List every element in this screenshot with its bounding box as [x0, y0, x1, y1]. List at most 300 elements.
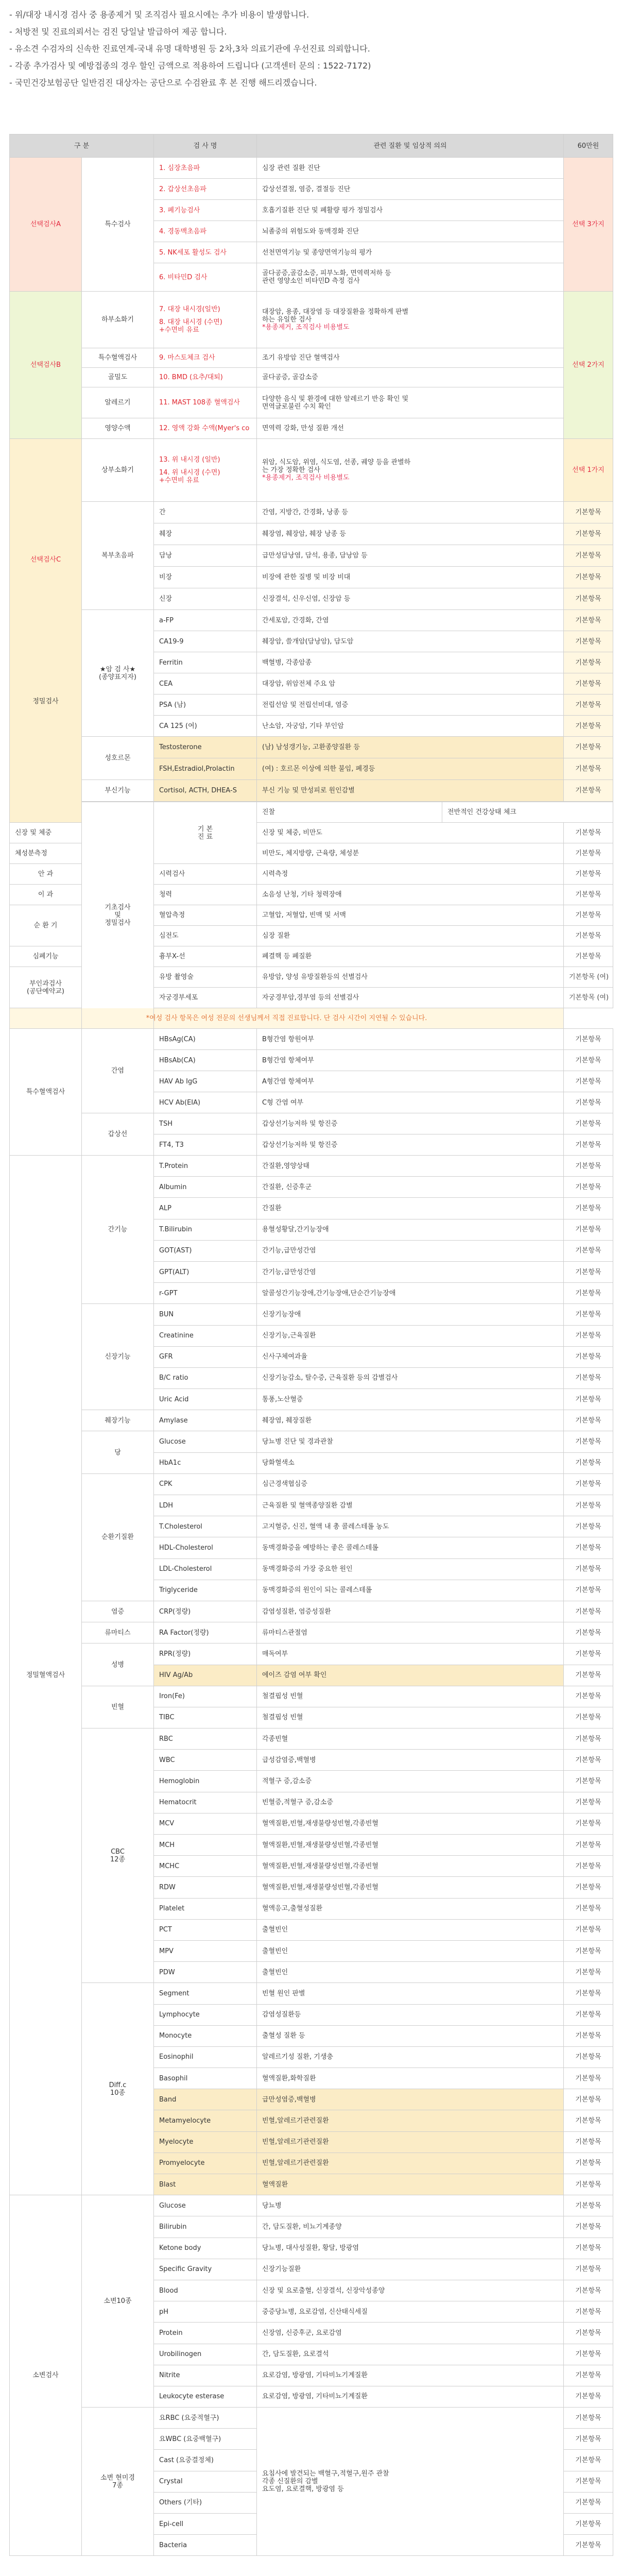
basic-label: 기본항목: [564, 1050, 613, 1071]
exam-name: WBC: [154, 1750, 257, 1771]
exam-desc: 비만도, 체지방량, 근육량, 체성분: [257, 843, 564, 864]
basic-label: 기본항목: [564, 843, 613, 864]
notice-item: - 국민건강보험공단 일반검진 대상자는 공단으로 수검완료 후 본 진행 해드리겠습니다.: [9, 78, 317, 88]
exam-desc: 조기 유방암 진단 혈액검사: [257, 348, 564, 368]
exam-name: CRP(정량): [154, 1601, 257, 1622]
table-row: [10, 1156, 613, 1177]
group-upper-gi: 상부소화기: [82, 439, 154, 502]
exam-desc: B형간염 항원여부: [257, 1029, 564, 1050]
exam-desc: 당뇨병: [257, 2195, 564, 2216]
exam-desc: 신장기능질환: [257, 2259, 564, 2280]
exam-name: PSA (남): [154, 694, 257, 716]
table-row: [10, 368, 613, 387]
exam-desc: [257, 387, 564, 418]
basic-label: 기본항목: [564, 588, 613, 610]
group-cardiopulmonary: 심폐기능: [10, 946, 82, 967]
exam-name: Cast (요중결정체): [154, 2450, 257, 2471]
exam-name: Hematocrit: [154, 1792, 257, 1813]
basic-label: 기본항목: [564, 1198, 613, 1219]
group-allergy: 알레르기: [82, 387, 154, 418]
optional-label: 기본항목 (여): [564, 967, 613, 988]
exam-desc: 고혈압, 저혈압, 빈맥 및 서맥: [257, 905, 564, 926]
desc-line: *용종제거, 조직검사 비용별도: [262, 324, 350, 331]
basic-label: 기본항목: [564, 2025, 613, 2046]
exam-name: T.Cholesterol: [154, 1516, 257, 1537]
basic-label: 기본항목: [564, 758, 613, 780]
exam-desc: 췌장암, 쓸개암(담낭암), 담도암: [257, 631, 564, 652]
category-select-a: 선택검사A: [10, 158, 82, 292]
basic-label: 기본항목: [564, 926, 613, 946]
exam-name: 6. 비타민D 검사: [154, 263, 257, 292]
female-notice: *여성 검사 항목은 여성 전문의 선생님께서 직접 진료합니다. 단 검사 시간이 지연될 수 있습니다.: [10, 1008, 564, 1029]
basic-label: 기본항목: [564, 1431, 613, 1452]
exam-name: 1. 심장초음파: [154, 158, 257, 179]
exam-name: 간: [154, 502, 257, 523]
table-row: [10, 2408, 613, 2429]
basic-label: 기본항목: [564, 2046, 613, 2067]
exam-name: 4. 경동맥초음파: [154, 221, 257, 242]
exam-name: a-FP: [154, 610, 257, 631]
exam-desc: 간, 담도질환, 요로결석: [257, 2344, 564, 2365]
basic-label: 기본항목: [564, 1898, 613, 1919]
urine-section: [10, 2195, 613, 2556]
header-exam-name: 검 사 명: [154, 134, 257, 158]
notice-item: - 유소견 수검자의 신속한 진료연계-국내 유명 대학병원 등 2차,3차 의료기관에 우선진료 의뢰합니다.: [9, 44, 370, 54]
table-row: [10, 1029, 613, 1050]
basic-label: 기본항목: [564, 1410, 613, 1431]
exam-desc: 매독여부: [257, 1643, 564, 1665]
basic-label: 기본항목: [564, 1495, 613, 1516]
exam-desc: 신장기능감소, 탈수증, 근육질환 등의 감별검사: [257, 1367, 564, 1388]
exam-desc: 용혈성황달,간기능장애: [257, 1219, 564, 1240]
exam-desc: 시력측정: [257, 864, 564, 885]
basic-label: 기본항목: [564, 1601, 613, 1622]
exam-name: Ketone body: [154, 2238, 257, 2259]
group-blood: [82, 1728, 154, 1983]
exam-desc: 알레르기성 질환, 기생충: [257, 2046, 564, 2067]
basic-label: 기본항목: [564, 737, 613, 758]
exam-name: Urobilinogen: [154, 2344, 257, 2365]
exam-desc: 신장기능장애: [257, 1304, 564, 1325]
exam-name: Glucose: [154, 2195, 257, 2216]
exam-name: Monocyte: [154, 2025, 257, 2046]
exam-name: 12. 영액 강화 수액(Myer's co: [154, 418, 257, 439]
exam-name-line: 8. 대장 내시경 (수면): [159, 318, 222, 326]
exam-desc: (여) : 호르몬 이상에 의한 불임, 폐경등: [257, 758, 564, 780]
exam-name: [154, 439, 257, 502]
desc-line: 요도염, 요로결핵, 방광염 등: [262, 2485, 344, 2494]
desc-line: 관련 영양소인 비타민D 측정 검사: [262, 277, 360, 285]
group-thyroid: 갑상선: [82, 1113, 154, 1156]
desc-line: *용종제거, 조직검사 비용별도: [262, 474, 350, 482]
table-row: [10, 737, 613, 758]
exam-desc: 동맥경화증의 가장 중요한 원인: [257, 1558, 564, 1580]
group-line: 소변 현미경: [100, 2473, 135, 2482]
exam-table: [9, 134, 613, 2556]
exam-desc: 신장 및 요로출혈, 신장결석, 신장악성종양: [257, 2280, 564, 2301]
basic-label: 기본항목: [564, 716, 613, 737]
exam-name: Crystal: [154, 2471, 257, 2492]
exam-name: LDH: [154, 1495, 257, 1516]
table-row: [10, 1983, 613, 2004]
exam-desc: 자궁경부암,경부염 등의 선별검사: [257, 988, 564, 1008]
exam-desc: 유방암, 양성 유방질환등의 선별검사: [257, 967, 564, 988]
basic-label: 기본항목: [564, 1856, 613, 1877]
group-urine-micro: [82, 2408, 154, 2556]
basic-label: 기본항목: [564, 2535, 613, 2556]
exam-name: HBsAb(CA): [154, 1050, 257, 1071]
group-line: 12종: [110, 1855, 126, 1863]
table-row: [10, 292, 613, 348]
exam-desc: 심장 질환: [257, 926, 564, 946]
exam-name: 시력검사: [154, 864, 257, 885]
basic-label: 기본항목: [564, 631, 613, 652]
exam-desc: 당뇨병 진단 및 경과관찰: [257, 1431, 564, 1452]
category-blood: 정밀혈액검사: [10, 1156, 82, 2195]
exam-desc: 혈액질환,화학질환: [257, 2068, 564, 2089]
exam-name: BUN: [154, 1304, 257, 1325]
exam-desc: 동맥경화증의 원인이 되는 콜레스테롤: [257, 1580, 564, 1601]
basic-label: 기본항목: [564, 1728, 613, 1750]
group-tumor-marker: [82, 610, 154, 737]
basic-label: 기본항목: [564, 2153, 613, 2174]
exam-name-line: 13. 위 내시경 (일반): [159, 456, 220, 464]
basic-label: 기본항목: [564, 1940, 613, 1961]
exam-desc: 중증당뇨병, 요로감염, 신산태식세질: [257, 2301, 564, 2323]
basic-label: 기본항목: [564, 864, 613, 885]
exam-desc: 간질환, 신증후군: [257, 1177, 564, 1198]
group-hepatitis: 간염: [82, 1029, 154, 1113]
basic-label: 기본항목: [564, 1113, 613, 1134]
exam-desc: 비장에 관한 질병 및 비장 비대: [257, 567, 564, 588]
exam-desc: [257, 292, 564, 348]
exam-desc: (남) 남성갱기능, 고환종양질환 등: [257, 737, 564, 758]
desc-line: 각종 신질환의 감별: [262, 2478, 318, 2486]
exam-desc: 신장기능,근육질환: [257, 1325, 564, 1346]
exam-name: pH: [154, 2301, 257, 2323]
group-line: (종양표지자): [99, 673, 136, 681]
group-blood: 간기능: [82, 1156, 154, 1304]
basic-label: 기본항목: [564, 1304, 613, 1325]
exam-name: HBsAg(CA): [154, 1029, 257, 1050]
exam-desc: B형간염 항체여부: [257, 1050, 564, 1071]
exam-name: MCV: [154, 1813, 257, 1834]
exam-desc: 각종빈혈: [257, 1728, 564, 1750]
exam-name: Basophil: [154, 2068, 257, 2089]
basic-label: 기본항목: [564, 1156, 613, 1177]
group-line: 기 본: [197, 825, 213, 833]
exam-desc: 철결핍성 빈혈: [257, 1686, 564, 1707]
notice-list: [0, 0, 622, 118]
exam-desc: 간질환,영양상태: [257, 1156, 564, 1177]
exam-name: HIV Ag/Ab: [154, 1665, 257, 1686]
table-row: [10, 1686, 613, 1707]
exam-desc: 간기능,급만성간염: [257, 1240, 564, 1261]
group-circulatory: 순 환 기: [10, 905, 82, 946]
exam-name: RPR(정량): [154, 1643, 257, 1665]
exam-desc: 당뇨병, 대사성질환, 황달, 방광염: [257, 2238, 564, 2259]
exam-name: 신장 및 체중: [10, 823, 82, 843]
basic-label: 기본항목: [564, 2514, 613, 2535]
exam-name: Metamyelocyte: [154, 2110, 257, 2131]
notice-item: - 위/대장 내시경 검사 중 용종제거 및 조직검사 필요시에는 추가 비용이 발생합니다.: [9, 10, 309, 20]
basic-label: 기본항목: [564, 545, 613, 567]
exam-name: 심전도: [154, 926, 257, 946]
basic-label: 기본항목: [564, 1261, 613, 1282]
exam-desc: 신장 및 체중, 비만도: [257, 823, 564, 843]
group-line: 7종: [112, 2481, 123, 2489]
basic-label: 기본항목: [564, 1452, 613, 1473]
exam-desc: 출혈빈인: [257, 1962, 564, 1983]
exam-desc: 고지혈증, 신진, 혈액 내 총 콜레스테롤 농도: [257, 1516, 564, 1537]
group-blood: 췌장기능: [82, 1410, 154, 1431]
exam-name: 요RBC (요중적혈구): [154, 2408, 257, 2429]
basic-label: 기본항목: [564, 1813, 613, 1834]
basic-label: 기본항목: [564, 905, 613, 926]
exam-name: Blood: [154, 2280, 257, 2301]
basic-label: 기본항목: [564, 2471, 613, 2492]
basic-label: 기본항목: [564, 2131, 613, 2153]
exam-name: Testosterone: [154, 737, 257, 758]
exam-name: Triglyceride: [154, 1580, 257, 1601]
exam-name: TSH: [154, 1113, 257, 1134]
exam-desc: 혈액질환,빈혈,재생불량성빈혈,각종빈혈: [257, 1835, 564, 1856]
exam-name-line: +수면비 유료: [159, 477, 199, 484]
exam-name: Amylase: [154, 1410, 257, 1431]
group-line: (공단예약교): [27, 987, 64, 995]
basic-label: 기본항목: [564, 2216, 613, 2238]
exam-desc: 간기능,급만성간염: [257, 1261, 564, 1282]
basic-label: 기본항목: [564, 1346, 613, 1367]
basic-label: 기본항목: [564, 2110, 613, 2131]
basic-label: 기본항목: [564, 2429, 613, 2450]
basic-label: 기본항목: [564, 2089, 613, 2110]
basic-label: 기본항목: [564, 1919, 613, 1940]
basic-label: 기본항목: [564, 1771, 613, 1792]
exam-desc: 간세포암, 간경화, 간염: [257, 610, 564, 631]
exam-name: GPT(ALT): [154, 1261, 257, 1282]
table-row: [10, 1622, 613, 1643]
exam-name: Leukocyte esterase: [154, 2386, 257, 2407]
exam-desc: 뇌졸중의 위험도와 동맥경화 진단: [257, 221, 564, 242]
table-row: [10, 418, 613, 439]
exam-desc: 철결핍성 빈혈: [257, 1707, 564, 1728]
exam-name: Specific Gravity: [154, 2259, 257, 2280]
exam-desc: A형간염 항체여부: [257, 1071, 564, 1092]
basic-label: 기본항목: [564, 1707, 613, 1728]
basic-label: 기본항목: [564, 1177, 613, 1198]
exam-name: Hemoglobin: [154, 1771, 257, 1792]
basic-label: 기본항목: [564, 2301, 613, 2323]
basic-label: 기본항목: [564, 1325, 613, 1346]
exam-desc: 빈혈,알레르기관련질환: [257, 2131, 564, 2153]
group-adrenal: 부신기능: [82, 780, 154, 802]
group-urine10: 소변10종: [82, 2195, 154, 2408]
header-category: 구 분: [10, 134, 154, 158]
group-hormone: 성호르몬: [82, 737, 154, 780]
basic-label: 기본항목: [564, 780, 613, 802]
group-special: 특수검사: [82, 158, 154, 292]
group-line: ★암 검 사★: [99, 665, 136, 673]
group-lower-gi: 하부소화기: [82, 292, 154, 348]
table-row: [10, 1008, 613, 1029]
group-line: CBC: [111, 1848, 125, 1856]
exam-name: PCT: [154, 1919, 257, 1940]
exam-desc: 간염, 지방간, 간경화, 낭종 등: [257, 502, 564, 523]
exam-name: T.Protein: [154, 1156, 257, 1177]
group-eye: 안 과: [10, 864, 82, 885]
exam-name: r-GPT: [154, 1283, 257, 1304]
basic-label: 기본항목: [564, 823, 613, 843]
table-row: [10, 1113, 613, 1134]
basic-label: 기본항목: [564, 1219, 613, 1240]
basic-label: 기본항목: [564, 1750, 613, 1771]
blood-section: [10, 1156, 613, 2195]
table-row: [10, 802, 613, 823]
exam-name: Bilirubin: [154, 2216, 257, 2238]
exam-desc: 신장염, 신증후군, 요로감염: [257, 2323, 564, 2344]
basic-label: 기본항목: [564, 2068, 613, 2089]
group-blood: [82, 1983, 154, 2195]
exam-name: Bacteria: [154, 2535, 257, 2556]
exam-name: FT4, T3: [154, 1134, 257, 1156]
exam-name: MCH: [154, 1835, 257, 1856]
basic-label: 기본항목: [564, 2174, 613, 2195]
select-badge: 선택 3가지: [564, 158, 613, 292]
desc-line: 골다공증,골감소증, 피부노화, 면역력저하 등: [262, 269, 391, 277]
exam-name: 청력: [154, 885, 257, 905]
exam-name: Epi-cell: [154, 2514, 257, 2535]
table-row: [10, 387, 613, 418]
exam-desc: 빈혈 원인 판별: [257, 1983, 564, 2004]
category-select-b: 선택검사B: [10, 292, 82, 439]
exam-desc: 감염성질환, 염증성질환: [257, 1601, 564, 1622]
exam-desc: 심근경색협심증: [257, 1473, 564, 1495]
exam-name: Lymphocyte: [154, 2004, 257, 2025]
exam-name: 5. NK세포 활성도 검사: [154, 242, 257, 263]
basic-label: 기본항목: [564, 1516, 613, 1537]
exam-desc: 소음성 난청, 기타 청력장애: [257, 885, 564, 905]
exam-name: Creatinine: [154, 1325, 257, 1346]
basic-label: 기본항목: [564, 1983, 613, 2004]
exam-desc: [257, 2408, 564, 2556]
table-row: [10, 1304, 613, 1325]
exam-desc: 갑상선기능저하 및 항진증: [257, 1134, 564, 1156]
exam-desc: 전반적인 건강상태 체크: [442, 802, 613, 823]
basic-label: 기본항목: [564, 2238, 613, 2259]
exam-desc: 신사구체여과율: [257, 1346, 564, 1367]
basic-label: 기본항목: [564, 1367, 613, 1388]
exam-desc: 알콜성간기능장애,간기능장애,단순간기능장애: [257, 1283, 564, 1304]
table-row: [10, 610, 613, 631]
exam-name: CA 125 (여): [154, 716, 257, 737]
basic-label: 기본항목: [564, 652, 613, 673]
desc-line: 는 가장 정확한 검사: [262, 466, 320, 474]
table-row: [10, 439, 613, 502]
exam-name: Blast: [154, 2174, 257, 2195]
exam-desc: 면역력 강화, 만성 질환 개선: [257, 418, 564, 439]
exam-name: Cortisol, ACTH, DHEA-S: [154, 780, 257, 802]
exam-desc: [257, 263, 564, 292]
exam-name: 비장: [154, 567, 257, 588]
category-basic: [82, 802, 154, 1029]
basic-label: 기본항목: [564, 1389, 613, 1410]
table-row: [10, 502, 613, 523]
exam-desc: 요로감염, 방광염, 기타비뇨기계질환: [257, 2386, 564, 2407]
group-blood: 빈혈: [82, 1686, 154, 1728]
exam-desc: 적혈구 증,감소증: [257, 1771, 564, 1792]
basic-label: 기본항목: [564, 1558, 613, 1580]
basic-label: 기본항목: [564, 2492, 613, 2513]
exam-name: Protein: [154, 2323, 257, 2344]
exam-name: B/C ratio: [154, 1367, 257, 1388]
exam-desc: 심장 관련 질환 진단: [257, 158, 564, 179]
basic-label: 기본항목: [564, 694, 613, 716]
exam-desc: 당화혈색소: [257, 1452, 564, 1473]
exam-name-line: 7. 대장 내시경(일반): [159, 306, 220, 313]
table-row: [10, 1431, 613, 1452]
exam-name: 흉부X-선: [154, 946, 257, 967]
exam-desc: 급성감염증,백혈병: [257, 1750, 564, 1771]
exam-name: GFR: [154, 1346, 257, 1367]
exam-name: [154, 292, 257, 348]
exam-name: Segment: [154, 1983, 257, 2004]
exam-name: Others (기타): [154, 2492, 257, 2513]
exam-name: RDW: [154, 1877, 257, 1898]
basic-label: 기본항목: [564, 1240, 613, 1261]
exam-desc: 혈액질환,빈혈,재생불량성빈혈,각종빈혈: [257, 1813, 564, 1834]
group-blood: 성병: [82, 1643, 154, 1686]
exam-name: Albumin: [154, 1177, 257, 1198]
basic-label: 기본항목: [564, 1835, 613, 1856]
exam-name: 혈압측정: [154, 905, 257, 926]
category-line: 기초검사: [105, 904, 131, 911]
exam-desc: 급만성담낭염, 담석, 용종, 담낭암 등: [257, 545, 564, 567]
notice-item: - 각종 추가검사 및 예방접종의 경우 할인 금액으로 적용하여 드립니다 (고객센터 문의 : 1522-7172): [9, 61, 371, 71]
exam-name: Promyelocyte: [154, 2153, 257, 2174]
exam-desc: 통풍,노산혈증: [257, 1389, 564, 1410]
basic-label: 기본항목: [564, 1622, 613, 1643]
exam-name: TIBC: [154, 1707, 257, 1728]
table-header: [10, 134, 613, 158]
table-row: [10, 1601, 613, 1622]
exam-desc: 출혈빈인: [257, 1940, 564, 1961]
exam-name: 11. MAST 108종 혈액검사: [154, 387, 257, 418]
header-significance: 관련 질환 및 임상적 의의: [257, 134, 564, 158]
exam-name: CA19-9: [154, 631, 257, 652]
exam-desc: 에이즈 감염 여부 확인: [257, 1665, 564, 1686]
exam-name: 체성분측정: [10, 843, 82, 864]
basic-label: 기본항목: [564, 2450, 613, 2471]
basic-label: 기본항목: [564, 1092, 613, 1113]
exam-name: 신장: [154, 588, 257, 610]
category-line: 및: [114, 911, 121, 919]
basic-label: 기본항목: [564, 1473, 613, 1495]
group-blood: 염증: [82, 1601, 154, 1622]
desc-line: 위암, 식도암, 위염, 식도염, 선종, 궤양 등을 관별하: [262, 459, 411, 466]
exam-desc: 근육질환 및 혈액종양질환 감별: [257, 1495, 564, 1516]
exam-desc: 갑상선기능저하 및 항진증: [257, 1113, 564, 1134]
basic-label: 기본항목: [564, 1686, 613, 1707]
exam-desc: 요로감염, 방광염, 기타비뇨기계질환: [257, 2365, 564, 2386]
basic-label: 기본항목: [564, 2323, 613, 2344]
exam-desc: 빈혈,알레르기관련질환: [257, 2110, 564, 2131]
exam-name: HAV Ab IgG: [154, 1071, 257, 1092]
group-blood: 류마티스: [82, 1622, 154, 1643]
group-bmd: 골밀도: [82, 368, 154, 387]
group-abdomen-us: 복부초음파: [82, 502, 154, 610]
basic-label: 기본항목: [564, 2408, 613, 2429]
